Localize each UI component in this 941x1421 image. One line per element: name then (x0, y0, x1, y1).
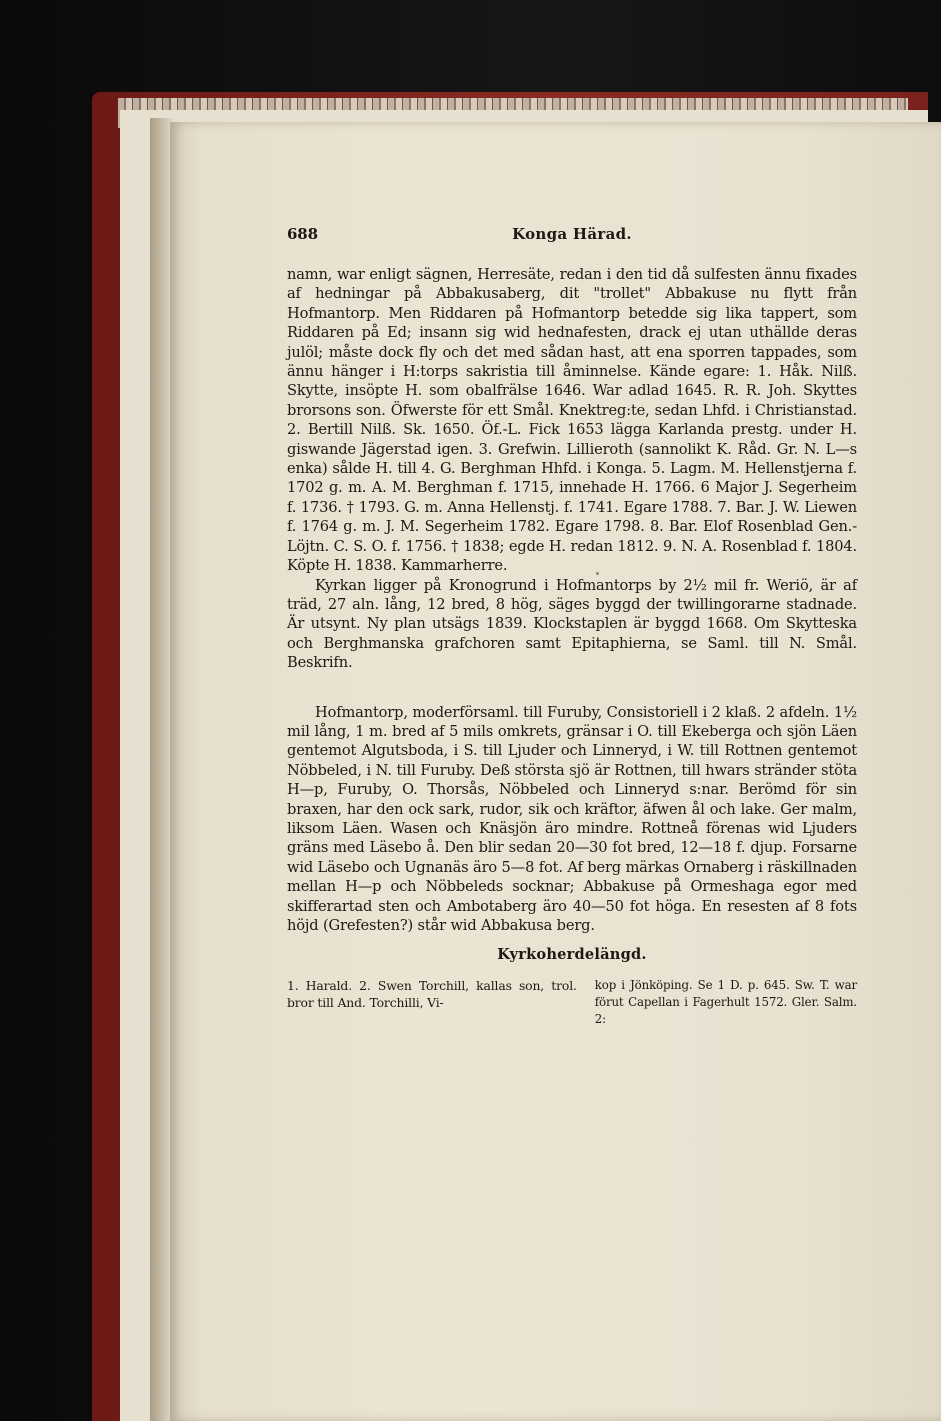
two-column-list (287, 977, 857, 1028)
paragraph-1: namn, war enligt sägnen, Herresäte, redan i den tid då sulfesten ännu fixades af hedningar på Abbakusaberg, dit "trollet" Abbakuse nu flytt från Hofmantorp. Men Riddaren på Hofmantorp betedde sig lika tappert, som Riddaren på Ed; insann sig wid hednafesten, drack ej utan uthällde deras julöl; måste dock fly och det med sådan hast, att ena sporren tappades, som ännu hänger i H:torps sakristia till åminnelse. Kände egare: 1. Håk. Nilß. Skytte, insöpte H. som obalfrälse 1646. War adlad 1645. R. R. Joh. Skyttes brorsons son. Öfwerste för ett Smål. Knektreg:te, sedan Lhfd. i Christianstad. 2. Bertill Nilß. Sk. 1650. Öf.-L. Fick 1653 lägga Karlanda prestg. under H. giswande Jägerstad igen. 3. Grefwin. Lilliеroth (sannolikt K. Råd. Gr. N. L—s enka) sålde H. till 4. G. Berghman Hhfd. i Konga. 5. Lagm. M. Hellenstjerna f. 1702 g. m. A. M. Berghman f. 1715, innehade H. 1766. 6 Major J. Segerheim f. 1736. † 1793. G. m. Anna Hellenstj. f. 1741. Egare 1788. 7. Bar. J. W. Liewen f. 1764 g. m. J. M. Segerheim 1782. Egare 1798. 8. Bar. Elof Rosenblad Gen.-Löjtn. C. S. O. f. 1756. † 1838; egde H. redan 1812. 9. N. A. Rosenblad f. 1804. Köpte H. 1838. Kammarherre. (287, 266, 857, 575)
section-title: Kyrkoherdelängd. (497, 946, 647, 964)
paragraph-2: Kyrkan ligger på Kronogrund i Hofmantorps by 2½ mil fr. Weriö, är af träd, 27 aln. lång, 12 bred, 8 hög, säges byggd der twillingorarne stadnade. Är utsynt. Ny plan utsägs 1839. Klockstaplen är byggd 1668. Om Skyttеska och Berghmanska grafchoren samt Epitaphierna, se Saml. till N. Smål. Beskrifn. (287, 576, 857, 672)
running-head: Konga Härad. (512, 225, 632, 243)
page-number: 688 (287, 225, 318, 243)
left-column: 1. Harald. 2. Swen Torchill, kallas son, trol. bror till And. Torchilli, Vi- (287, 977, 577, 1010)
section-gap (287, 673, 857, 703)
paragraph-3: Hofmantorp, moderförsaml. till Furuby, Consistoriell i 2 klaß. 2 afdeln. 1½ mil lång, 1 m. bred af 5 mils omkrets, gränsar i O. till Ekeberga och sjön Läen gentemot Algutsboda, i S. till Ljuder och Linneryd, i W. till Rottnen gentemot Nöbbeled, i N. till Furuby. Deß största sjö är Rottnen, till hwars stränder stöta H—p, Furuby, O. Thorsås, Nöbbeled och Linneryd s:nar. Berömd för sin braxen, har den ock sark, rudor, sik och kräftor, äfwen ål och lake. Ger malm, liksom Läen. Wasen och Knäsjön äro mindre. Rottneå förenas wid Ljuders gräns med Läsebo å. Den blir sedan 20—30 fot bred, 12—18 f. djup. Forsarne wid Läsebo och Ugnanäs äro 5—8 fot. Af berg märkas Ornaberg i räskillnaden mellan H—p och Nöbbeleds socknar; Abbakuse på Ormeshaga egor med skifferartad sten och Ambotaberg äro 40—50 fot höga. En resesten af 8 fots höjd (Grefesten?) står wid Abbakusa berg. (287, 703, 857, 934)
page-text (287, 225, 857, 1405)
page-header (287, 225, 857, 265)
right-column: kop i Jönköping. Se 1 D. p. 645. Sw. T. war förut Capellan i Fagerhult 1572. Gler. Salm. 2: (594, 977, 857, 1026)
ink-dot (596, 572, 599, 575)
